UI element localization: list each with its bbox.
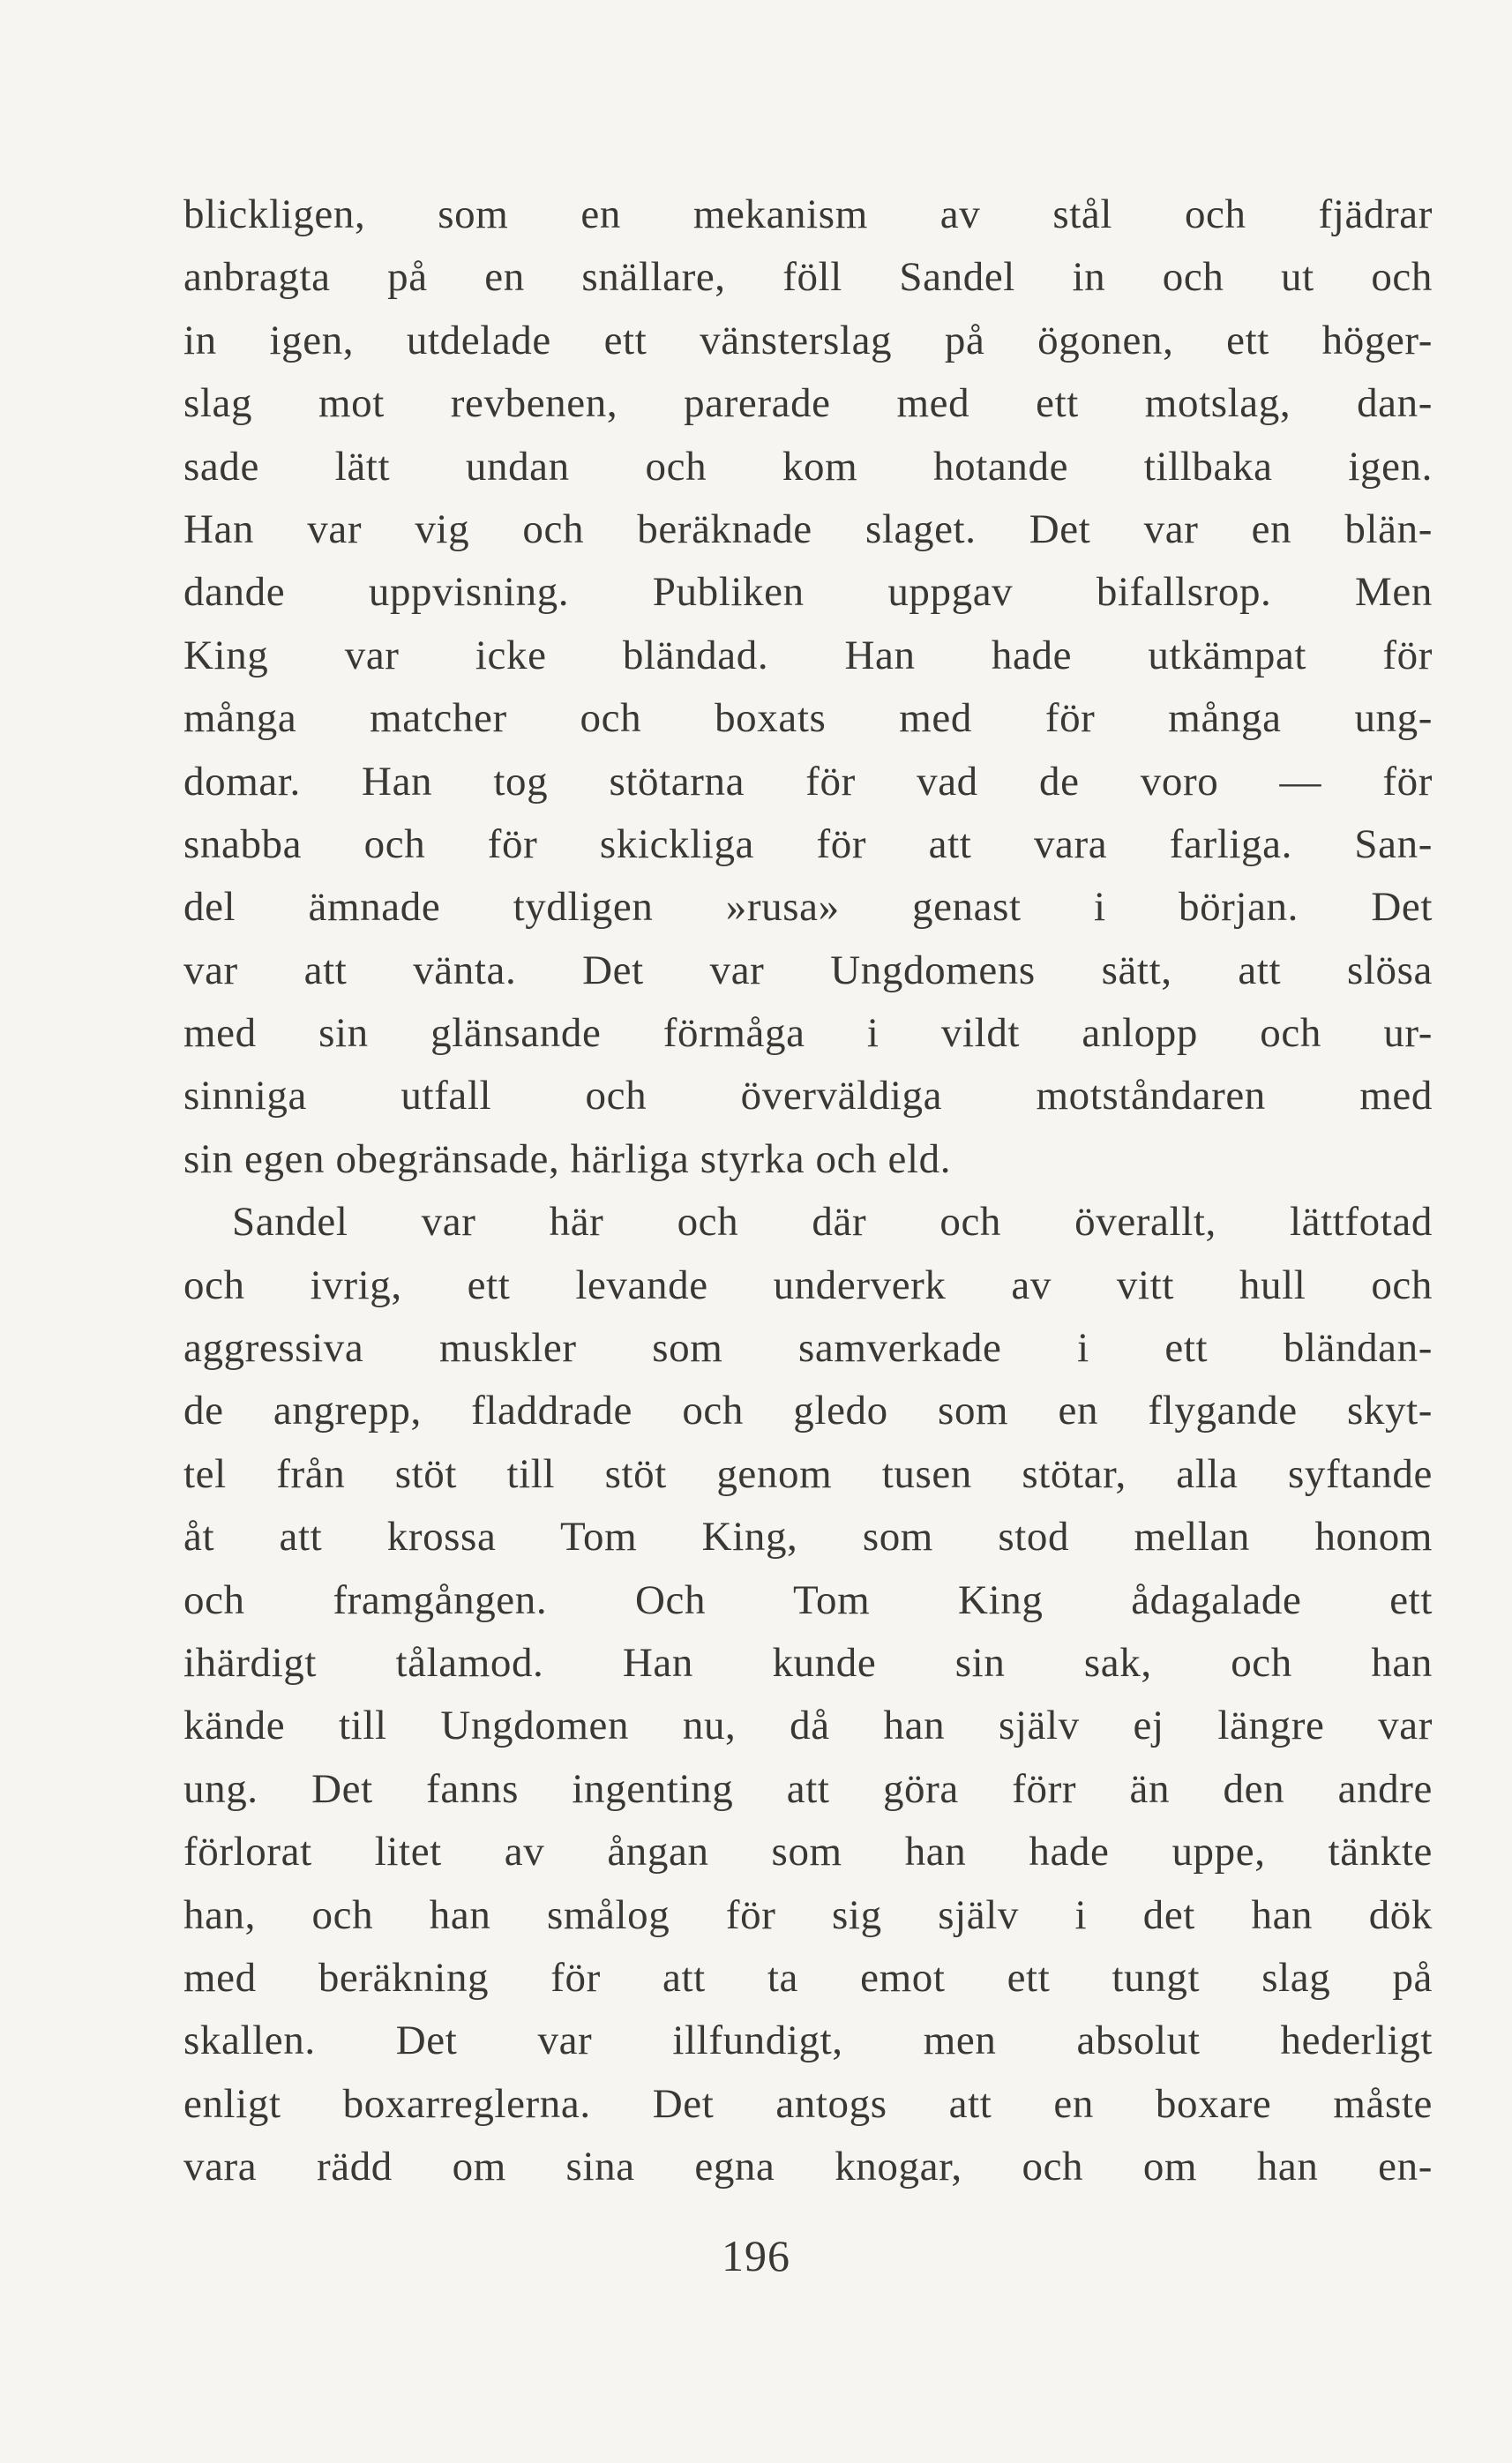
page-number: 196 bbox=[722, 2231, 790, 2280]
text-line: och ivrig, ett levande underverk av vitt hull och bbox=[183, 1261, 1433, 1308]
text-line: vara rädd om sina egna knogar, och om han en- bbox=[183, 2144, 1433, 2190]
text-line: aggressiva muskler som samverkade i ett bländan- bbox=[183, 1325, 1433, 1372]
text-line: snabba och för skickliga för att vara farliga. San- bbox=[183, 820, 1433, 867]
text-line: in igen, utdelade ett vänsterslag på ögonen, ett höger- bbox=[183, 317, 1433, 363]
text-line: enligt boxarreglerna. Det antogs att en boxare måste bbox=[183, 2080, 1433, 2127]
text-line: kände till Ungdomen nu, då han själv ej längre var bbox=[183, 1703, 1433, 1749]
text-line: del ämnade tydligen »rusa» genast i början. Det bbox=[183, 884, 1433, 931]
text-line: King var icke bländad. Han hade utkämpat för bbox=[183, 632, 1433, 678]
text-line: med sin glänsande förmåga i vildt anlopp och ur- bbox=[183, 1010, 1433, 1057]
text-line: med beräkning för att ta emot ett tungt slag på bbox=[183, 1954, 1433, 2001]
text-line: slag mot revbenen, parerade med ett motslag, dan- bbox=[183, 380, 1433, 427]
text-line: förlorat litet av ångan som han hade uppe, tänkte bbox=[183, 1829, 1433, 1875]
text-line: tel från stöt till stöt genom tusen stötar, alla syftande bbox=[183, 1450, 1433, 1497]
text-line: anbragta på en snällare, föll Sandel in och ut och bbox=[183, 254, 1433, 301]
text-line: de angrepp, fladdrade och gledo som en flygande skyt- bbox=[183, 1388, 1433, 1434]
text-line: ung. Det fanns ingenting att göra förr än den andre bbox=[183, 1765, 1433, 1812]
text-line: dande uppvisning. Publiken uppgav bifallsrop. Men bbox=[183, 569, 1433, 616]
text-line: var att vänta. Det var Ungdomens sätt, att slösa bbox=[183, 947, 1433, 993]
text-line: sade lätt undan och kom hotande tillbaka igen. bbox=[183, 443, 1433, 490]
text-line: sin egen obegränsade, härliga styrka och eld. bbox=[183, 1135, 952, 1182]
text-line: blickligen, som en mekanism av stål och fjädrar bbox=[183, 191, 1433, 237]
text-line: åt att krossa Tom King, som stod mellan honom bbox=[183, 1514, 1433, 1561]
text-line: sinniga utfall och överväldiga motståndaren med bbox=[183, 1073, 1433, 1119]
body-text bbox=[183, 183, 1433, 2199]
text-line: Sandel var här och där och överallt, lättfotad bbox=[232, 1199, 1433, 1246]
text-line: Han var vig och beräknade slaget. Det var en blän- bbox=[183, 505, 1433, 552]
text-line: han, och han smålog för sig själv i det han dök bbox=[183, 1891, 1433, 1938]
text-line: många matcher och boxats med för många ung- bbox=[183, 695, 1433, 742]
text-line: skallen. Det var illfundigt, men absolut hederligt bbox=[183, 2018, 1433, 2064]
text-line: domar. Han tog stötarna för vad de voro — för bbox=[183, 758, 1433, 805]
text-line: ihärdigt tålamod. Han kunde sin sak, och han bbox=[183, 1639, 1433, 1686]
text-line: och framgången. Och Tom King ådagalade ett bbox=[183, 1576, 1433, 1623]
